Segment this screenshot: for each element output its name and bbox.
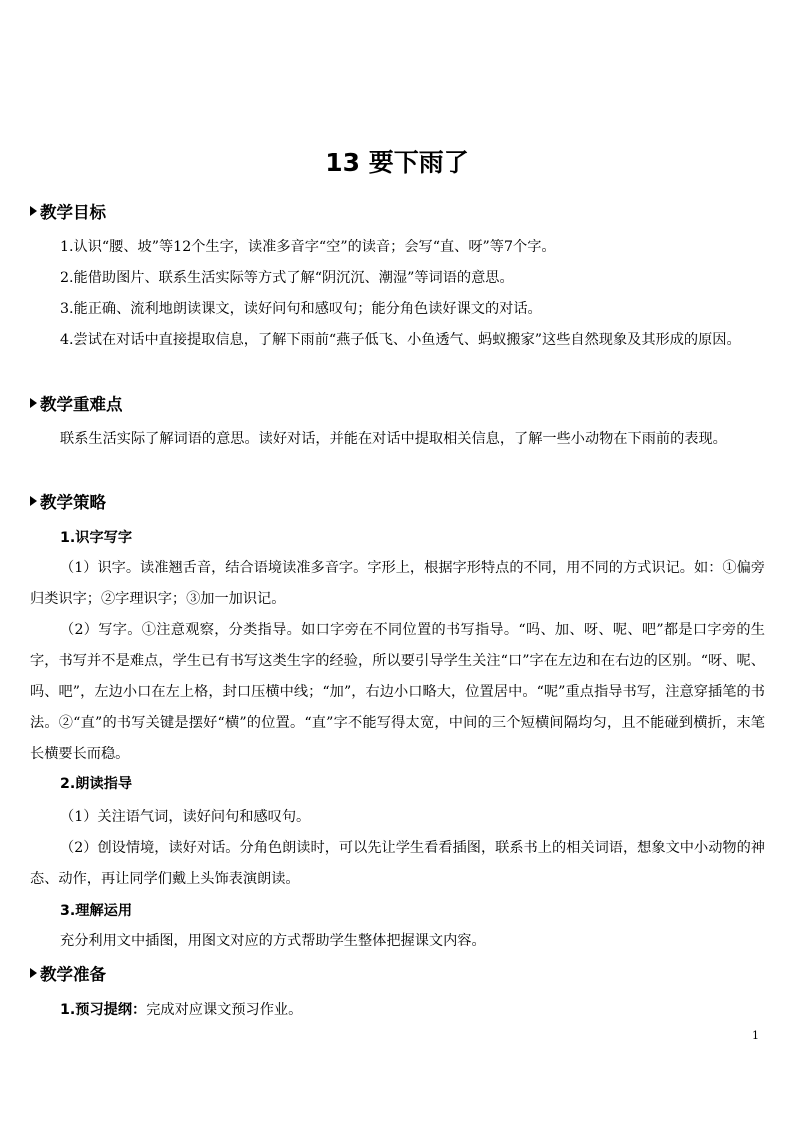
heading-text: 教学策略 — [40, 493, 106, 512]
section-heading-key-points — [30, 393, 123, 417]
goal-item-1: 1.认识“腰、坡”等12个生字，读准多音字“空”的读音；会写“直、呀”等7个字。 — [60, 239, 556, 255]
prep-item-1 — [60, 998, 794, 1022]
goal-item-4: 4.尝试在对话中直接提取信息，了解下雨前“燕子低飞、小鱼透气、蚂蚁搬家”这些自然现象及其形成的原因。 — [60, 332, 741, 348]
heading-text: 教学重难点 — [40, 395, 123, 414]
heading-text: 教学准备 — [40, 965, 106, 984]
section-heading-prep — [30, 963, 106, 987]
strategy-para-literacy: （1）识字。读准翘舌音，结合语境读准多音字。字形上，根据字形特点的不同，用不同的方式识记。如：①偏旁归类识字；②字理识字；③加一加识记。 — [30, 560, 765, 607]
strategy-subheading-2: 2.朗读指导 — [60, 776, 133, 792]
heading-text: 教学目标 — [40, 203, 106, 222]
lesson-title: 13 要下雨了 — [325, 148, 469, 177]
page-number: 1 — [752, 1029, 759, 1042]
strategy-subheading-1: 1.识字写字 — [60, 530, 133, 546]
triangle-bullet-icon — [30, 398, 37, 408]
prep-item-label: 1.预习提纲： — [60, 1002, 147, 1018]
strategy-subheading-3: 3.理解运用 — [60, 903, 133, 919]
triangle-bullet-icon — [30, 206, 37, 216]
section-heading-strategy — [30, 491, 106, 515]
goal-item-3: 3.能正确、流利地朗读课文，读好问句和感叹句；能分角色读好课文的对话。 — [60, 301, 542, 317]
key-points-text: 联系生活实际了解词语的意思。读好对话，并能在对话中提取相关信息，了解一些小动物在下雨前的表现。 — [60, 431, 727, 447]
goal-item-2: 2.能借助图片、联系生活实际等方式了解“阴沉沉、潮湿”等词语的意思。 — [60, 270, 514, 286]
strategy-para-reading-1: （1）关注语气词，读好问句和感叹句。 — [60, 809, 311, 825]
triangle-bullet-icon — [30, 968, 37, 978]
strategy-para-writing: （2）写字。①注意观察，分类指导。如口字旁在不同位置的书写指导。“吗、加、呀、呢、吧”都是口字旁的生字，书写并不是难点，学生已有书写这类生字的经验，所以要引导学生关注“口”字在左边和在右边的区别。“呀、呢、吗、吧”，左边小口在左上格，封口压横中线；“加”，右边小口略大，位置居中。“呢”重点指导书写，注意穿插笔的书法。②“直”的书写关键是摆好“横”的位置。“直”字不能写得太宽，中间的三个短横间隔均匀，且不能碰到横折，末笔长横要长而稳。 — [30, 622, 765, 762]
strategy-para-reading-2: （2）创设情境，读好对话。分角色朗读时，可以先让学生看看插图，联系书上的相关词语，想象文中小动物的神态、动作，再让同学们戴上头饰表演朗读。 — [30, 840, 765, 887]
strategy-para-application: 充分利用文中插图，用图文对应的方式帮助学生整体把握课文内容。 — [60, 933, 486, 949]
section-heading-goals — [30, 201, 106, 225]
prep-item-text: 完成对应课文预习作业。 — [146, 1002, 303, 1018]
triangle-bullet-icon — [30, 496, 37, 506]
